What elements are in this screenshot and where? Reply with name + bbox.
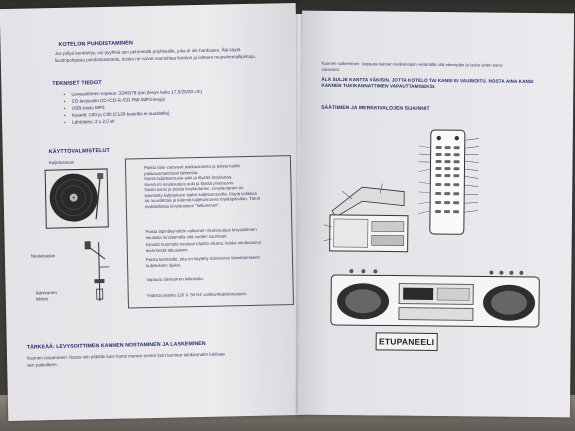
turntable-diagram bbox=[43, 167, 122, 307]
left-page bbox=[0, 3, 304, 421]
usage-line: Nosta kansi ja poista levylautanen. Levylautanen on bbox=[144, 185, 244, 193]
usage-line: Poista kiertosidе, jota on käytetty äänivarren kiinnittämiseen bbox=[145, 254, 260, 263]
usage-line: tai ruuvitalttaa ja käännä kuljetusruuvia myötäpäivään. Tämä bbox=[144, 195, 261, 204]
label-needle-guard: Neulasuojus bbox=[30, 253, 56, 259]
usage-line: mahdollistaa levylautasen "kelluminen". bbox=[144, 202, 221, 209]
heading-controls: SÄÄTIMIEN JA MERKKIVALOJEN SIJAINNIT bbox=[321, 104, 430, 112]
record-player-diagram bbox=[322, 181, 415, 258]
close-text-line-1: Kannen sulkeminen: Vapauta kannen tukikannatin vetämällä sitä eteenpäin ja laske sitten kansi bbox=[321, 60, 503, 68]
usage-line: eivät kestä takuuseen. bbox=[145, 246, 189, 253]
cleaning-text-line-1: Jos pölyä kerääntyy, voi pyyhkiä sen pehmeällä pöyhkeällä, joka ei ole hankaava. Älä käytä bbox=[54, 47, 241, 57]
heading-specs: TEKNISET TIEDOT bbox=[52, 80, 102, 88]
spec-item: • Levysoittimen nopeus: 33/45/78 rpm (levyn koko 17,5/25/30 cm) bbox=[71, 88, 202, 98]
lid-text-line-2: sen paikalleen. bbox=[27, 362, 58, 368]
usage-line: pakkausmateriaali laitteesta. bbox=[144, 169, 199, 176]
usage-line: Kierrä irti neulasuojus auki ja löytää pinoruuvin. bbox=[144, 179, 235, 187]
front-panel-label: ETUPANEELI bbox=[376, 332, 438, 351]
spec-item: • Lähtöteho: 2 x 2,5 W bbox=[72, 116, 203, 126]
usage-line: Poista läpinäkymätön valkoinen muovisuojus levysoittimen bbox=[145, 226, 257, 235]
right-page bbox=[298, 11, 574, 418]
specs-list bbox=[61, 88, 202, 126]
heading-cleaning: KOTELON PUHDISTAMINEN bbox=[58, 40, 134, 48]
usage-line: kuljetuksen ajaksi. bbox=[146, 261, 182, 268]
lid-text-line-1: Kannen avaaminen: Nosta niin pitkälle kuin kansi menee ennen kuin kannen tukikannatin lukitsee bbox=[26, 351, 225, 361]
usage-line: Yhdistä pistoke 220 V, 50 HZ vaihtovirtapistorasiaan. bbox=[146, 291, 248, 299]
warning-line-2: KANNEN TUKIKANNATTIMEN VAPAUTTAMISEKSI. bbox=[321, 82, 436, 89]
usage-line: Kiinnitä huomiota neulaan käytön aikana, koska neulavaunut bbox=[145, 239, 262, 248]
usage-line: Vapauta äänivarren lukkovipu. bbox=[146, 275, 204, 283]
remote-control-diagram bbox=[418, 128, 489, 239]
warning-line-1: ÄLÄ SULJE KANTTA VÄKISIN, JOTTA KOTELO TAI KANSI EI VAURIOITU. NOSTA AINA KANSI bbox=[321, 76, 534, 85]
front-panel-diagram bbox=[323, 261, 550, 337]
spec-item: • CD-levysoitin CD-/CD-R-/CD-RW-/MP3-levyjä bbox=[72, 95, 203, 105]
label-arm-lock: Äänivarren lukitus bbox=[35, 290, 57, 302]
spec-item: • Kasetti: C60 ja C90 (C120-kasettia ei suositella) bbox=[72, 109, 203, 119]
spec-item: • USB-toisto MP3 bbox=[72, 102, 203, 112]
label-transport-screw: Kuljetusruuvi bbox=[48, 159, 75, 166]
usage-instructions-box bbox=[125, 155, 294, 308]
usage-line: Poista laite varovasti pakkauksesta ja poista kaikki bbox=[144, 163, 241, 171]
usage-line: Kierrä kuljetusruuvia auki ja löysää levylautaa. bbox=[144, 174, 233, 182]
heading-lid: TÄRKEÄÄ: LEVYSOITTIMEN KANNEN NOSTAMINEN JA LASKEMINEN bbox=[26, 340, 206, 351]
heading-usage: KÄYTTÖVALMISTELUT bbox=[48, 147, 110, 156]
usage-line: neulasta liu'uttamalla sitä nuolen suuntaan. bbox=[145, 232, 228, 240]
close-text-line-2: varovasti. bbox=[321, 66, 340, 72]
usage-line: kiinnitetty kuljetuksen ajaksi kuljetusruuvilla. Käytä kolikkoa bbox=[144, 190, 257, 198]
cleaning-text-line-2: liuotinpohjaisia puhdistusaineita, koska ne voivat vaurioittaa kotelon ja laitteen muovi/metallipintoja. bbox=[54, 53, 257, 64]
